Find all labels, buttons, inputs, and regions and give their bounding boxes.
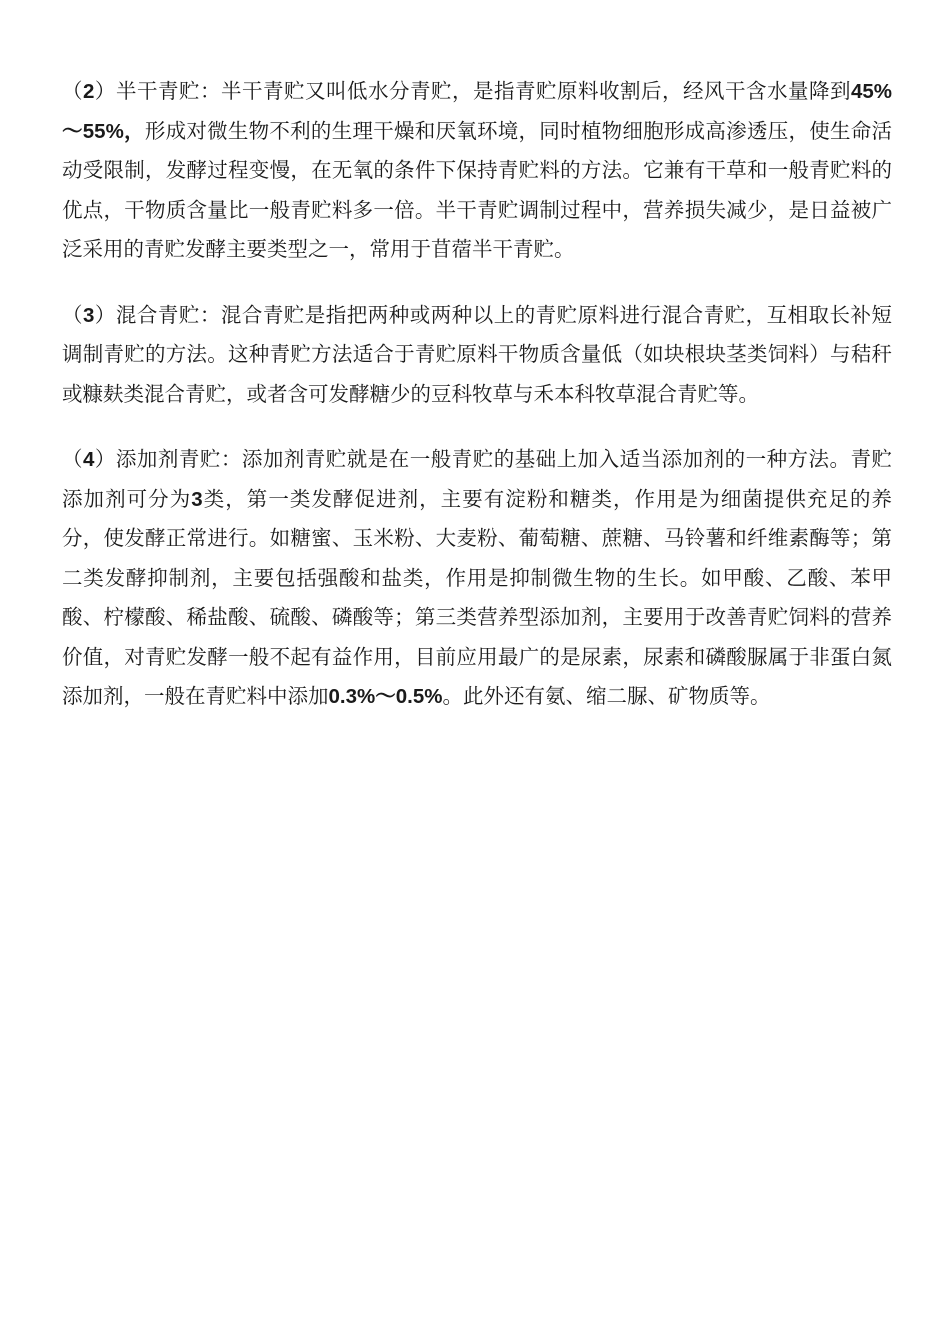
paragraph-index: 3 <box>83 303 95 327</box>
paragraph-additive-silage <box>62 440 892 717</box>
additive-dose-range: 0.3%～0.5% <box>328 685 443 708</box>
paragraph-close-paren: ） <box>94 79 116 103</box>
paragraph-text: 。此外还有氨、缩二脲、矿物质等。 <box>442 684 771 708</box>
paragraph-text: 半干青贮：半干青贮又叫低水分青贮，是指青贮原料收割后，经风干含水量降到 <box>115 79 851 103</box>
paragraph-close-paren: ） <box>94 447 116 471</box>
paragraph-semi-dry-silage <box>62 72 892 270</box>
moisture-range-value: 45%～55%， <box>62 80 893 143</box>
paragraph-text: 形成对微生物不利的生理干燥和厌氧环境，同时植物细胞形成高渗透压，使生命活动受限制，发酵过程变慢，在无氧的条件下保持青贮料的方法。它兼有干草和一般青贮料的优点，干物质含量比一般青贮料多一倍。半干青贮调制过程中，营养损失减少，是日益被广泛采用的青贮发酵主要类型之一，常用于苜蓿半干青贮。 <box>62 118 893 261</box>
document-page <box>62 72 892 717</box>
additive-category-count: 3 <box>191 487 203 511</box>
paragraph-open-paren: （ <box>62 79 84 103</box>
paragraph-index: 4 <box>83 448 95 471</box>
paragraph-mixed-silage <box>62 296 892 415</box>
paragraph-index: 2 <box>83 80 95 103</box>
paragraph-text: 添加剂青贮：添加剂青贮就是在一般青贮的基础上加入适当添加剂的一种方法。青贮添加剂可分为 <box>62 447 893 511</box>
paragraph-text: 混合青贮：混合青贮是指把两种或两种以上的青贮原料进行混合青贮，互相取长补短调制青贮的方法。这种青贮方法适合于青贮原料干物质含量低（如块根块茎类饲料）与秸秆或糠麸类混合青贮，或者含可发酵糖少的豆科牧草与禾本科牧草混合青贮等。 <box>62 302 893 406</box>
paragraph-open-paren: （ <box>62 302 83 327</box>
paragraph-text: 类，第一类发酵促进剂，主要有淀粉和糖类，作用是为细菌提供充足的养分，使发酵正常进行。如糖蜜、玉米粉、大麦粉、葡萄糖、蔗糖、马铃薯和纤维素酶等；第二类发酵抑制剂，主要包括强酸和盐类，作用是抑制微生物的生长。如甲酸、乙酸、苯甲酸、柠檬酸、稀盐酸、硫酸、磷酸等；第三类营养型添加剂，主要用于改善青贮饲料的营养价值，对青贮发酵一般不起有益作用，目前应用最广的是尿素，尿素和磷酸脲属于非蛋白氮添加剂，一般在青贮料中添加 <box>62 486 893 708</box>
paragraph-open-paren: （ <box>62 447 83 471</box>
paragraph-close-paren: ） <box>94 302 116 327</box>
